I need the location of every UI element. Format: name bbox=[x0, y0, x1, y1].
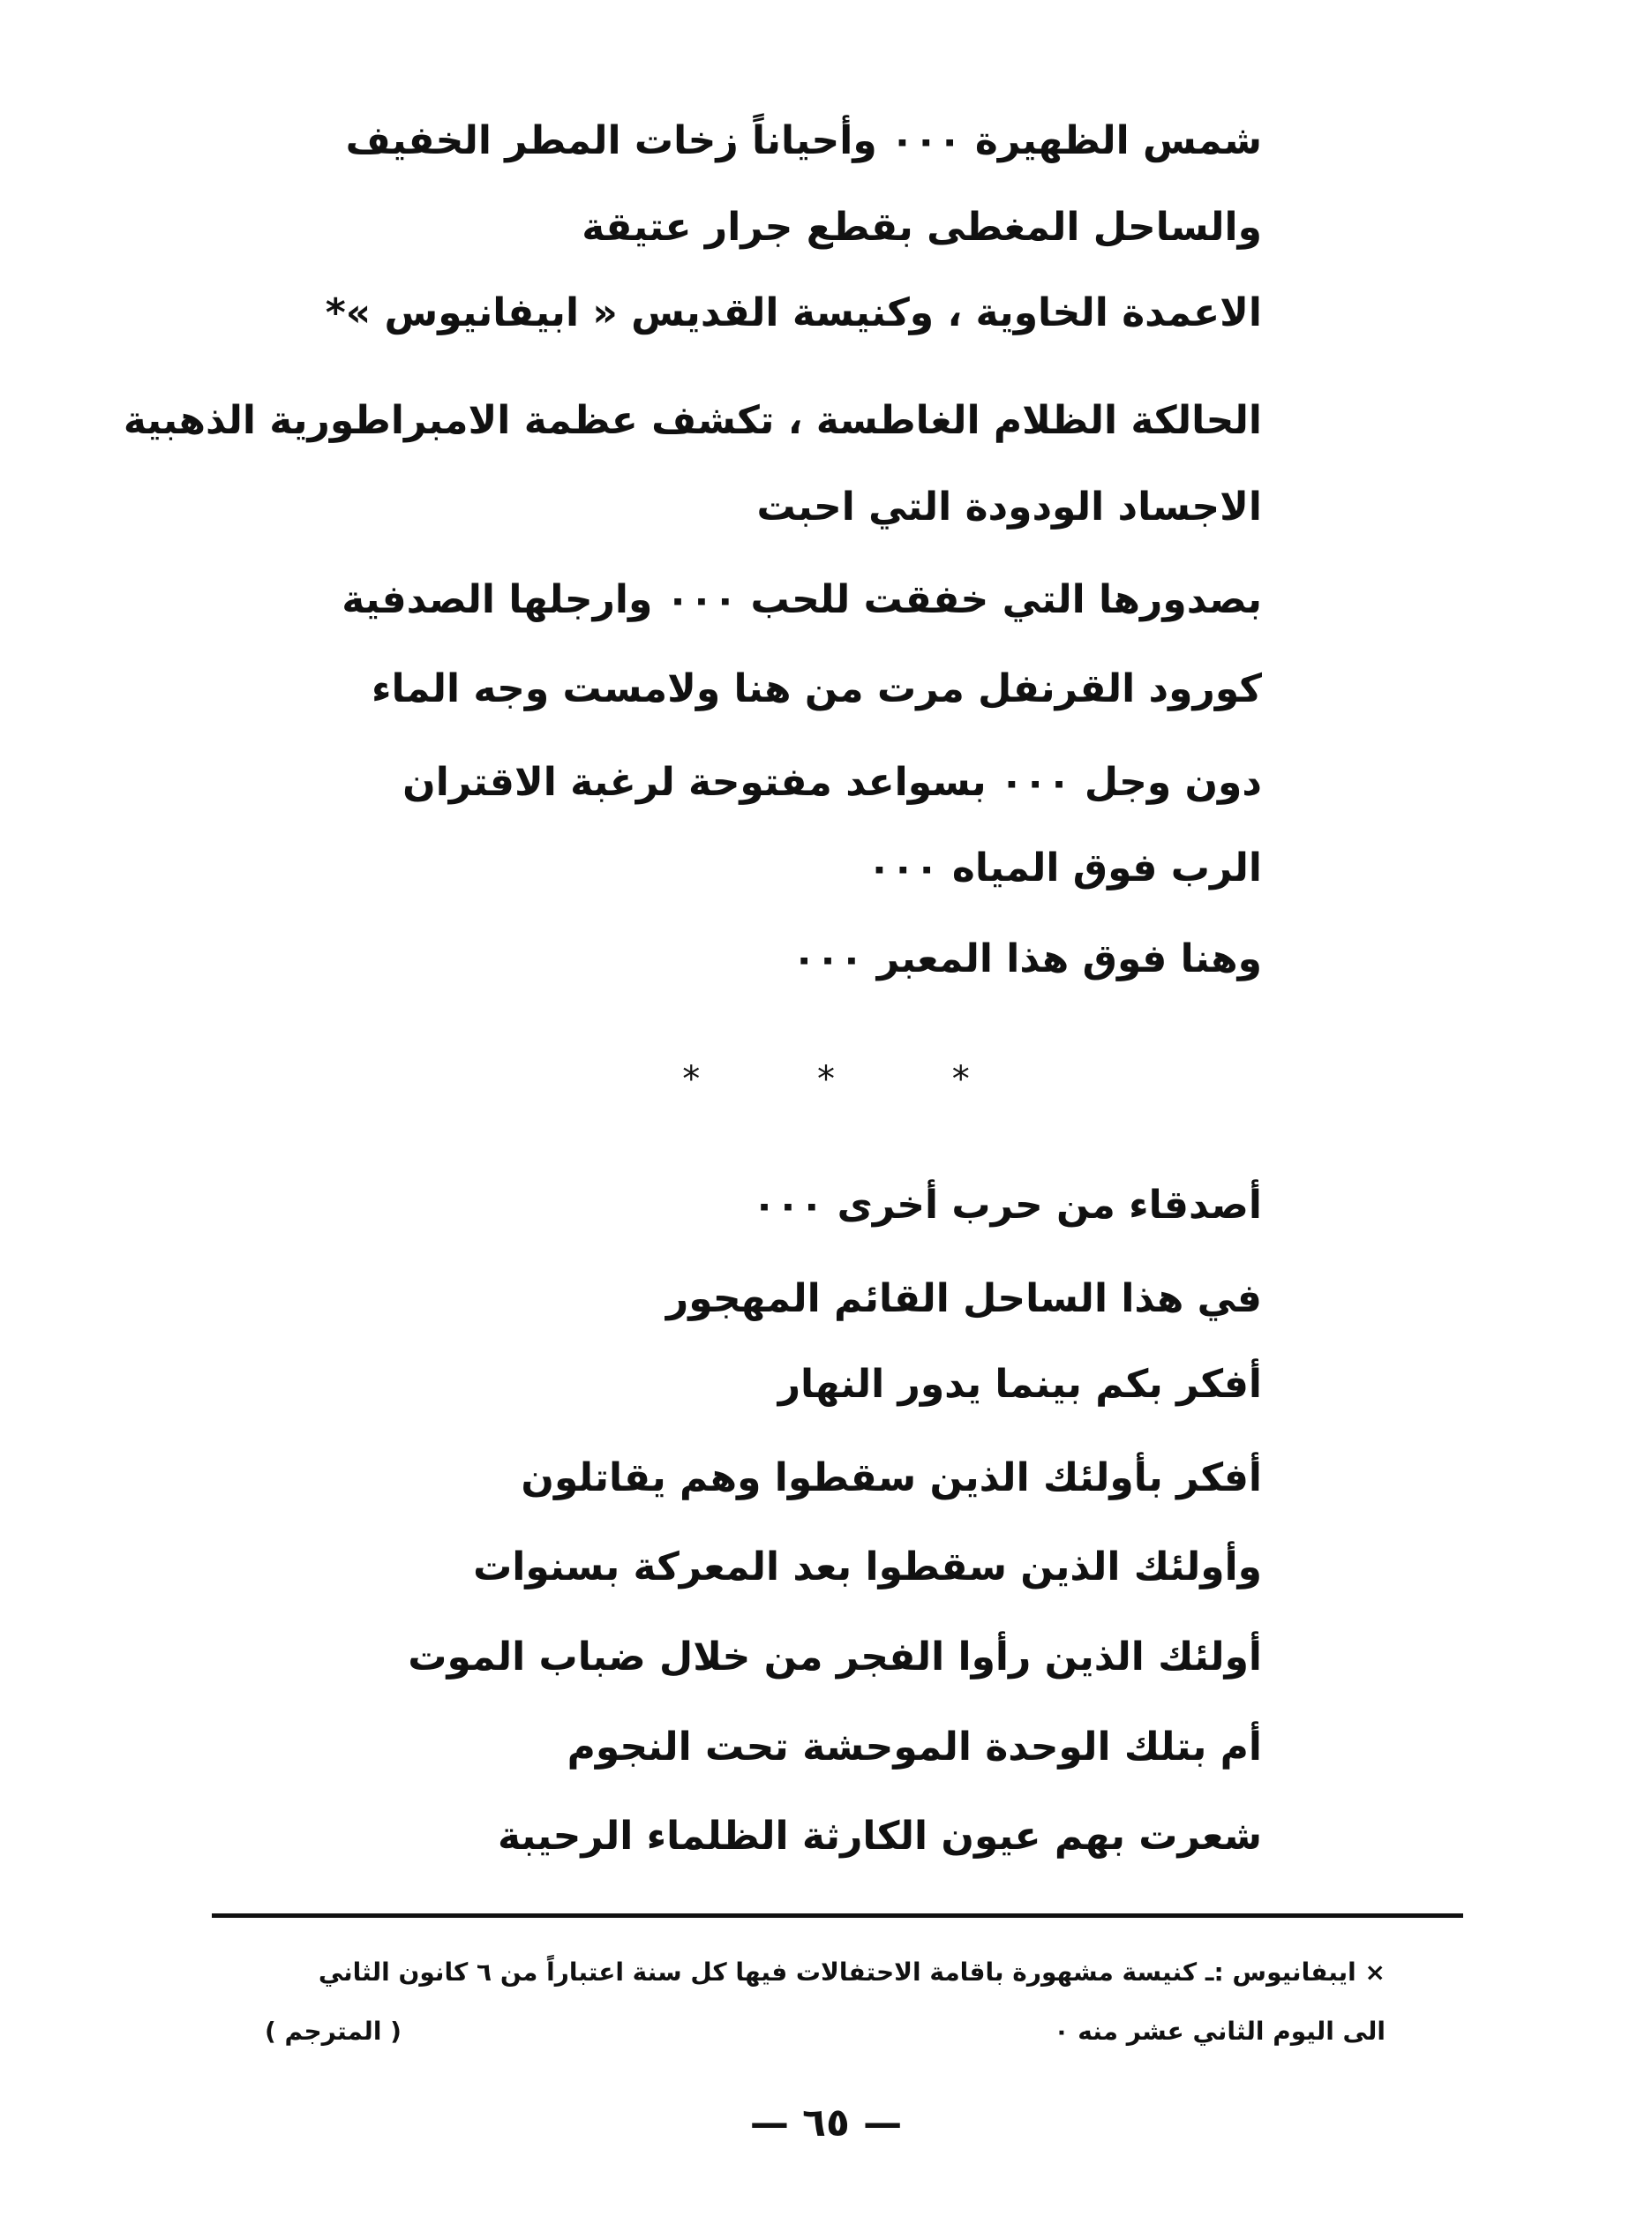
poem-line: أصدقاء من حرب أخرى ٠٠٠ bbox=[752, 1183, 1262, 1228]
footnote-signature: ( المترجم ) bbox=[265, 2017, 402, 2046]
poem-line: وهنا فوق هذا المعبر ٠٠٠ bbox=[792, 936, 1262, 981]
poem-line: والساحل المغطى بقطع جرار عتيقة bbox=[582, 205, 1262, 250]
poem-line: الرب فوق المياه ٠٠٠ bbox=[867, 845, 1262, 891]
section-separator: * * * bbox=[682, 1059, 1023, 1100]
footnote-line-1: × ايبفانيوس :ـ كنيسة مشهورة باقامة الاحتفالات فيها كل سنة اعتباراً من ٦ كانون الثاني bbox=[318, 1958, 1385, 1987]
poem-line: دون وجل ٠٠٠ بسواعد مفتوحة لرغبة الاقتران bbox=[402, 760, 1262, 805]
poem-line: شعرت بهم عيون الكارثة الظلماء الرحيبة bbox=[498, 1814, 1262, 1859]
poem-line: في هذا الساحل القائم المهجور bbox=[665, 1276, 1262, 1321]
poem-line: أفكر بكم بينما يدور النهار bbox=[777, 1362, 1262, 1407]
footnote-line-2: الى اليوم الثاني عشر منه ٠ bbox=[1054, 2017, 1385, 2046]
poem-line: أفكر بأولئك الذين سقطوا وهم يقاتلون bbox=[521, 1455, 1262, 1500]
poem-line: وأولئك الذين سقطوا بعد المعركة بسنوات bbox=[473, 1544, 1262, 1589]
poem-line: أولئك الذين رأوا الفجر من خلال ضباب الموت bbox=[408, 1635, 1262, 1680]
poem-line: الحالكة الظلام الغاطسة ، تكشف عظمة الامبراطورية الذهبية bbox=[123, 398, 1262, 443]
poem-line: بصدورها التي خفقت للحب ٠٠٠ وارجلها الصدفية bbox=[342, 577, 1262, 622]
poem-line: شمس الظهيرة ٠٠٠ وأحياناً زخات المطر الخفيف bbox=[345, 118, 1262, 163]
poem-line: الاجساد الودودة التي احبت bbox=[756, 485, 1262, 530]
footnote-divider bbox=[212, 1913, 1463, 1918]
poem-line: الاعمدة الخاوية ، وكنيسة القديس « ابيفانيوس »* bbox=[325, 290, 1262, 335]
poem-line: أم بتلك الوحدة الموحشة تحت النجوم bbox=[567, 1725, 1262, 1770]
page-number: — ٦٥ — bbox=[749, 2101, 903, 2146]
poem-line: كورود القرنفل مرت من هنا ولامست وجه الماء bbox=[372, 666, 1262, 711]
